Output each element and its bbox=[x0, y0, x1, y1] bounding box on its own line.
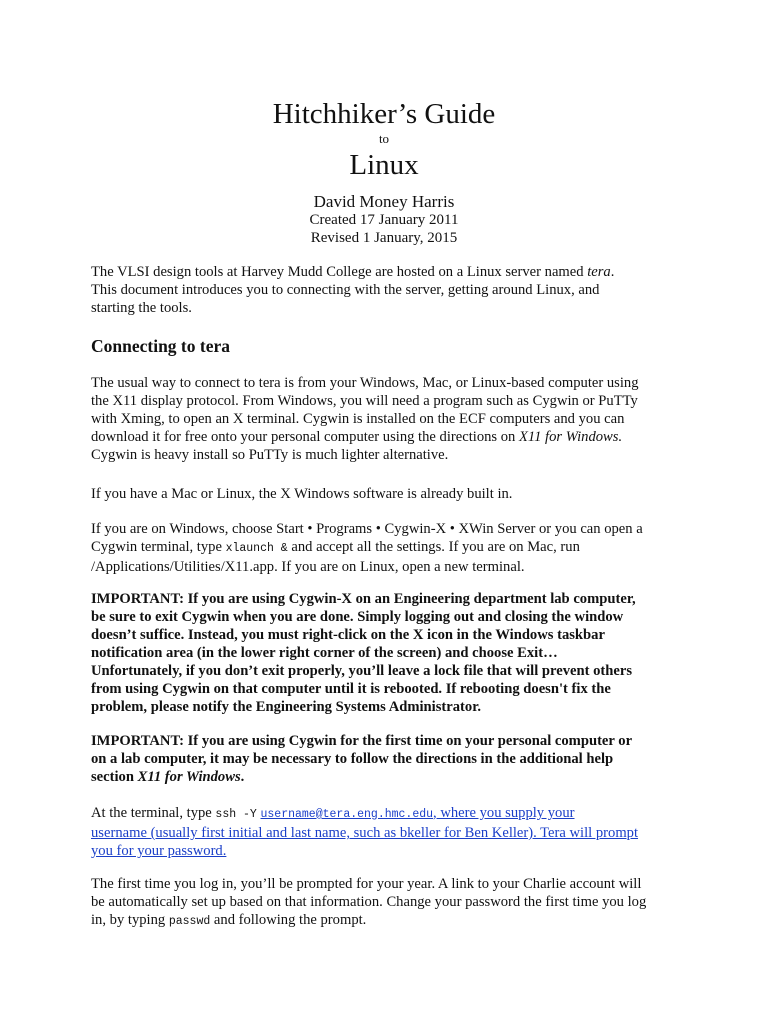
ssh-line-3[interactable]: you for your password. bbox=[91, 843, 227, 859]
doc-title-connector: to bbox=[378, 131, 390, 146]
important2-line-3 bbox=[91, 768, 691, 786]
intro-line-3: starting the tools. bbox=[91, 300, 192, 316]
windows-text: Cygwin terminal, type bbox=[91, 539, 226, 555]
connect-line-5: Cygwin is heavy install so PuTTy is much lighter alternative. bbox=[91, 447, 449, 463]
first-login-text: in, by typing bbox=[91, 912, 169, 928]
connect-line-3: with Xming, to open an X terminal. Cygwin is installed on the ECF computers and you can bbox=[91, 411, 625, 427]
ssh-line-1 bbox=[91, 804, 691, 824]
intro-text: The VLSI design tools at Harvey Mudd College are hosted on a Linux server named bbox=[91, 264, 588, 280]
x11-for-windows-ref: X11 for Windows. bbox=[518, 429, 623, 445]
ssh-address-link[interactable] bbox=[261, 805, 575, 821]
xlaunch-command: xlaunch & bbox=[225, 542, 288, 555]
connect-line-2: the X11 display protocol. From Windows, you will need a program such as Cygwin or PuTTy bbox=[91, 393, 638, 409]
important-cygwin-notice bbox=[91, 590, 691, 716]
first-login-text-cont: and following the prompt. bbox=[210, 912, 367, 928]
important2-line-1: IMPORTANT: If you are using Cygwin for the first time on your personal computer or bbox=[91, 733, 633, 749]
connect-paragraph bbox=[91, 374, 691, 464]
important1-line-2: be sure to exit Cygwin when you are done. Simply logging out and closing the window bbox=[91, 609, 624, 625]
first-login-line-3 bbox=[91, 911, 691, 931]
windows-paragraph bbox=[91, 520, 691, 576]
intro-line-2: This document introduces you to connecting with the server, getting around Linux, and bbox=[91, 282, 600, 298]
ssh-link-text: , where you supply your bbox=[433, 805, 575, 821]
doc-revised-date: Revised 1 January, 2015 bbox=[310, 230, 458, 246]
windows-line-1: If you are on Windows, choose Start • Programs • Cygwin-X • XWin Server or you can open a bbox=[91, 521, 643, 537]
section-heading: Connecting to tera bbox=[91, 336, 231, 356]
important1-line-3: doesn’t suffice. Instead, you must right-click on the X icon in the Windows taskbar bbox=[91, 627, 605, 643]
first-login-line-2: be automatically set up based on that information. Change your password the first time you log bbox=[91, 894, 647, 910]
important2-period: . bbox=[240, 769, 245, 785]
first-login-line-1: The first time you log in, you’ll be prompted for your year. A link to your Charlie account will bbox=[91, 876, 642, 892]
doc-author: David Money Harris bbox=[313, 192, 455, 211]
important1-line-1: IMPORTANT: If you are using Cygwin-X on an Engineering department lab computer, bbox=[91, 591, 636, 607]
connect-line-1: The usual way to connect to tera is from your Windows, Mac, or Linux-based computer using bbox=[91, 375, 639, 391]
ssh-command: ssh -Y bbox=[215, 808, 257, 821]
connect-line-4 bbox=[91, 428, 691, 446]
important2-line-2: on a lab computer, it may be necessary to follow the directions in the additional help bbox=[91, 751, 614, 767]
important1-line-4: notification area (in the lower right corner of the screen) and choose Exit… bbox=[91, 645, 558, 661]
ssh-text: At the terminal, type bbox=[91, 805, 216, 821]
doc-created-date: Created 17 January 2011 bbox=[309, 212, 459, 228]
mac-linux-paragraph bbox=[91, 485, 691, 503]
intro-paragraph bbox=[91, 263, 691, 317]
doc-subject: Linux bbox=[349, 149, 419, 181]
ssh-paragraph bbox=[91, 804, 691, 860]
important1-line-5: Unfortunately, if you don’t exit properly, you’ll leave a lock file that will prevent others bbox=[91, 663, 633, 679]
important-first-time-notice bbox=[91, 732, 691, 786]
windows-line-3: /Applications/Utilities/X11.app. If you are on Linux, open a new terminal. bbox=[91, 559, 525, 575]
connect-text: download it for free onto your personal computer using the directions on bbox=[91, 429, 519, 445]
first-login-paragraph bbox=[91, 875, 691, 931]
important2-text: section bbox=[91, 769, 138, 785]
doc-title: Hitchhiker’s Guide bbox=[272, 98, 496, 130]
ssh-line-2[interactable]: username (usually first initial and last name, such as bkeller for Ben Keller). Tera will prompt bbox=[91, 825, 639, 841]
intro-line-1 bbox=[91, 263, 691, 281]
ssh-address: username@tera.eng.hmc.edu bbox=[260, 808, 434, 821]
important1-line-6: from using Cygwin on that computer until it is rebooted. If rebooting doesn't fix the bbox=[91, 681, 611, 697]
passwd-command: passwd bbox=[168, 915, 211, 928]
windows-text-cont: and accept all the settings. If you are on Mac, run bbox=[287, 539, 580, 555]
x11-help-section-ref: X11 for Windows bbox=[137, 769, 241, 785]
server-name: tera bbox=[587, 264, 611, 280]
important1-line-7: problem, please notify the Engineering Systems Administrator. bbox=[91, 699, 481, 715]
intro-period: . bbox=[610, 264, 615, 280]
mac-linux-line-1: If you have a Mac or Linux, the X Windows software is already built in. bbox=[91, 486, 513, 502]
windows-line-2 bbox=[91, 538, 691, 558]
